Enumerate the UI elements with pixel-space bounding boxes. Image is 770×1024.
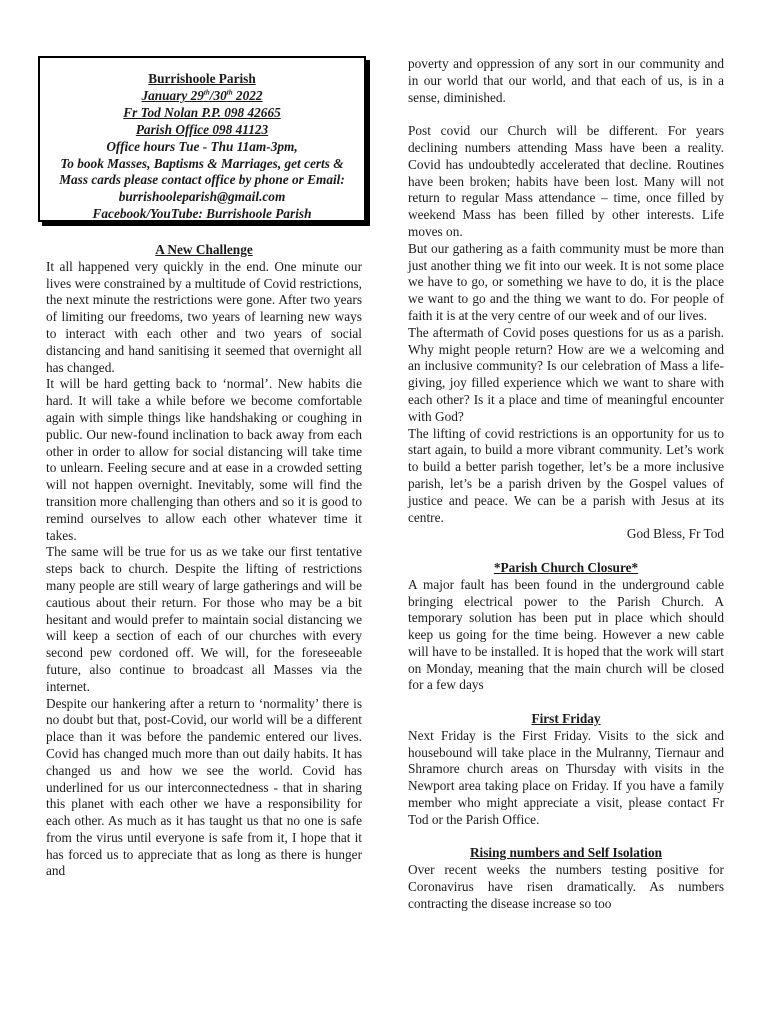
- first-friday-text: Next Friday is the First Friday. Visits to the sick and housebound will take place in the Mulranny, Tiernaur and Shramore church areas on Thursday with visits in the Newport area taking place on Friday. If you have a family member who might appreciate a visit, please contact Fr Tod or the Parish Office.: [408, 727, 724, 827]
- article-paragraph: But our gathering as a faith community must be more than just another thing we fit into our week. It is not some place we have to go, or something we have to do, it is the place we want to go and the thing we want to do. For people of faith it is at the very centre of our week and of our lives.: [408, 240, 724, 323]
- booking-info: To book Masses, Baptisms & Marriages, get certs & Mass cards please contact office by phone or Email: burrishooleparish@gmail.com: [59, 155, 345, 205]
- social-media: Facebook/YouTube: Burrishoole Parish: [92, 206, 312, 222]
- article-paragraph: Post covid our Church will be different. For years declining numbers attending Mass have been a reality. Covid has undoubtedly accelerated that decline. Routines have been broken; habits have been lost. Many will not return to regular Mass attendance – time, once filled by weekend Mass has been filled by other interests. Life moves on.: [408, 123, 724, 239]
- bulletin-date: January 29th/30th 2022: [141, 87, 263, 103]
- first-friday-heading: First Friday: [531, 711, 601, 727]
- priest-contact: Fr Tod Nolan P.P. 098 42665: [123, 104, 281, 120]
- new-challenge-heading: A New Challenge: [155, 242, 253, 257]
- right-column: [408, 56, 724, 913]
- church-closure-heading: *Parish Church Closure*: [493, 559, 639, 575]
- parish-info-box: [38, 56, 366, 222]
- church-closure-text: A major fault has been found in the underground cable bringing electrical power to the Parish Church. A temporary solution has been put in place which should keep us going for the time being. However a new cable will have to be installed. It is hoped that the work will start on Monday, meaning that the main church will be closed for a few days: [408, 576, 724, 693]
- parish-name: Burrishoole Parish: [148, 71, 256, 86]
- office-hours: Office hours Tue - Thu 11am-3pm,: [106, 138, 298, 154]
- signature: God Bless, Fr Tod: [626, 526, 724, 542]
- new-challenge-paragraph: The same will be true for us as we take our first tentative steps back to church. Despite the lifting of restrictions many people are still weary of large gatherings and will be cautious about their return. For those who may be a bit hesitant and would prefer to maintain social distancing we will keep a section of each of our churches with every second pew cordoned off. We will, for the foreseeable future, also continue to broadcast all Masses via the internet.: [46, 544, 362, 694]
- new-challenge-paragraph: It will be hard getting back to ‘normal’. New habits die hard. It will take a while before we become comfortable again with simple things like handshaking or coughing in public. Our new-found inclination to back away from each other in order to allow for social distancing will take time to unlearn. Feeling secure and at ease in a crowded setting will not happen overnight. Inevitably, some will find the transition more challenging than others and so it is good to remind ourselves to allow each other whatever time it takes.: [46, 376, 362, 543]
- rising-numbers-text: Over recent weeks the numbers testing positive for Coronavirus have risen dramatically. As numbers contracting the disease increase so too: [408, 862, 724, 911]
- new-challenge-paragraph: Despite our hankering after a return to ‘normality’ there is no doubt but that, post-Covid, our world will be a different place than it was before the pandemic entered our lives. Covid has changed much more than out daily habits. It has changed us and how we see the world. Covid has underlined for us our interconnectedness - that in sharing this planet with each other we have a responsibility for each other. As much as it has taught us that no one is safe from the virus until everyone is safe from it, I hope that it has forced us to appreciate that as long as there is hunger and: [46, 695, 362, 879]
- rising-numbers-heading: Rising numbers and Self Isolation: [469, 845, 663, 861]
- article-paragraph: poverty and oppression of any sort in our community and in our world that our world, and that each of us, is in a sense, diminished.: [408, 56, 724, 105]
- article-paragraph: The aftermath of Covid poses questions for us as a parish. Why might people return? How are we a welcoming and an inclusive community? Is our celebration of Mass a life-giving, joy filled experience which we want to share with each other? Is it a place and time of meaningful encounter with God?: [408, 324, 724, 424]
- new-challenge-paragraph: It all happened very quickly in the end. One minute our lives were constrained by a multitude of Covid restrictions, the next minute the restrictions were gone. After two years of limiting our freedoms, two years of learning new ways to interact with each other and two years of social distancing and hand sanitising it seemed that overnight all has changed.: [46, 258, 362, 375]
- article-paragraph: The lifting of covid restrictions is an opportunity for us to start again, to build a more vibrant community. Let’s work to build a better parish together, let’s be a more inclusive parish, let’s be a parish driven by the Gospel values of justice and peace. We can be a parish with Jesus at its centre.: [408, 425, 724, 525]
- office-phone: Parish Office 098 41123: [135, 121, 269, 137]
